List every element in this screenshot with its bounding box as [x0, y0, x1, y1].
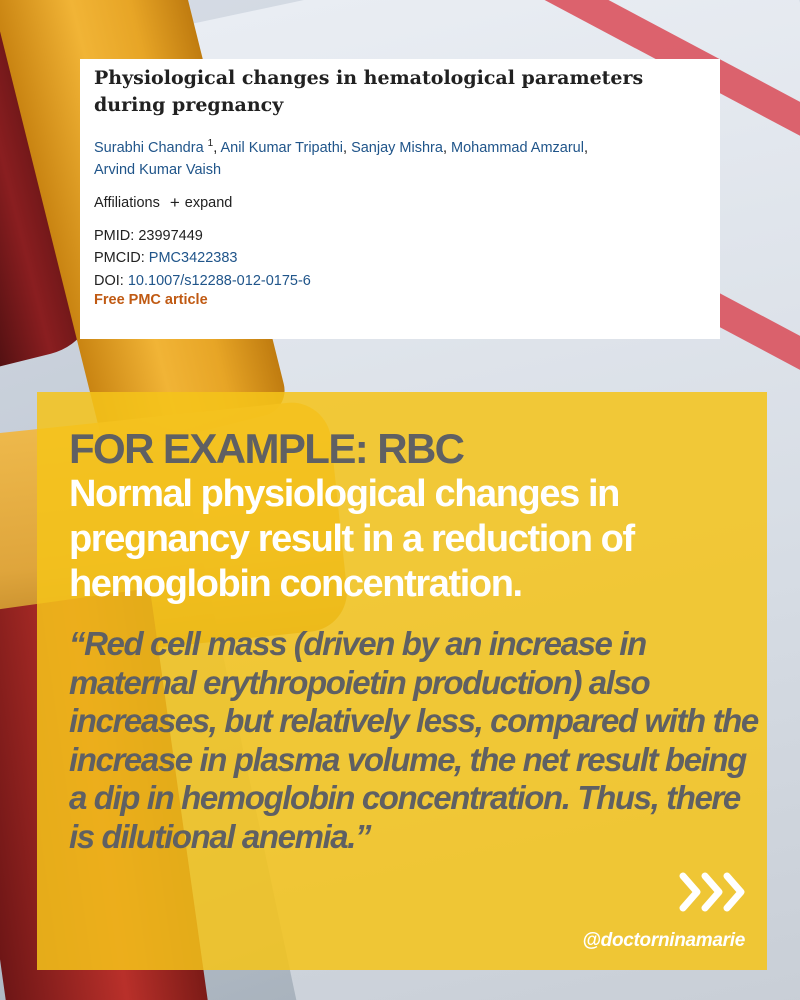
free-pmc-article-link[interactable]: Free PMC article	[94, 292, 208, 309]
pmid-value: 23997449	[138, 227, 203, 244]
plus-icon: +	[169, 192, 180, 212]
author-link[interactable]: Arvind Kumar Vaish	[94, 161, 222, 178]
doi-row	[94, 270, 706, 293]
author-handle: @doctorninamarie	[582, 930, 745, 951]
yellow-text-panel	[37, 392, 767, 970]
panel-heading: FOR EXAMPLE: RBC	[69, 425, 464, 472]
affiliation-ref[interactable]: 1	[207, 138, 214, 149]
author-list: Surabhi Chandra $^1$, Anil Kumar Tripathi, Sanjay Mishra, Mohammad Amzarul, Arvind Kumar Vaish	[94, 138, 588, 178]
pmid-row	[94, 225, 706, 248]
article-title: Physiological changes in hematological parameters during pregnancy	[94, 67, 644, 116]
expand-label: expand	[184, 194, 233, 211]
author-link[interactable]: Mohammad Amzarul	[451, 139, 584, 156]
pmcid-label: PMCID:	[94, 250, 145, 267]
identifiers	[94, 225, 706, 293]
author-link[interactable]: Sanjay Mishra	[351, 139, 443, 156]
affiliations-row	[94, 192, 706, 212]
pubmed-citation-card	[80, 59, 720, 339]
author-link[interactable]: Surabhi Chandra	[94, 139, 204, 156]
panel-quote: “Red cell mass (driven by an increase in maternal erythropoietin production) also increases, but relatively less, compared with the increase in plasma volume, the net result being a dip in hemoglobin concentration. Thus, there is dilutional anemia.”	[69, 625, 758, 855]
triple-chevron-right-icon[interactable]	[677, 870, 749, 914]
pmid-label: PMID:	[94, 227, 135, 244]
affiliations-label: Affiliations	[94, 194, 160, 211]
panel-subheading: Normal physiological changes in pregnancy result in a reduction of hemoglobin concentration.	[69, 473, 634, 605]
doi-link[interactable]: 10.1007/s12288-012-0175-6	[127, 272, 311, 289]
expand-button[interactable]	[169, 192, 233, 212]
pmcid-row	[94, 247, 706, 270]
author-link[interactable]: Anil Kumar Tripathi	[220, 139, 343, 156]
pmcid-link[interactable]: PMC3422383	[148, 250, 238, 267]
doi-label: DOI:	[94, 272, 124, 289]
